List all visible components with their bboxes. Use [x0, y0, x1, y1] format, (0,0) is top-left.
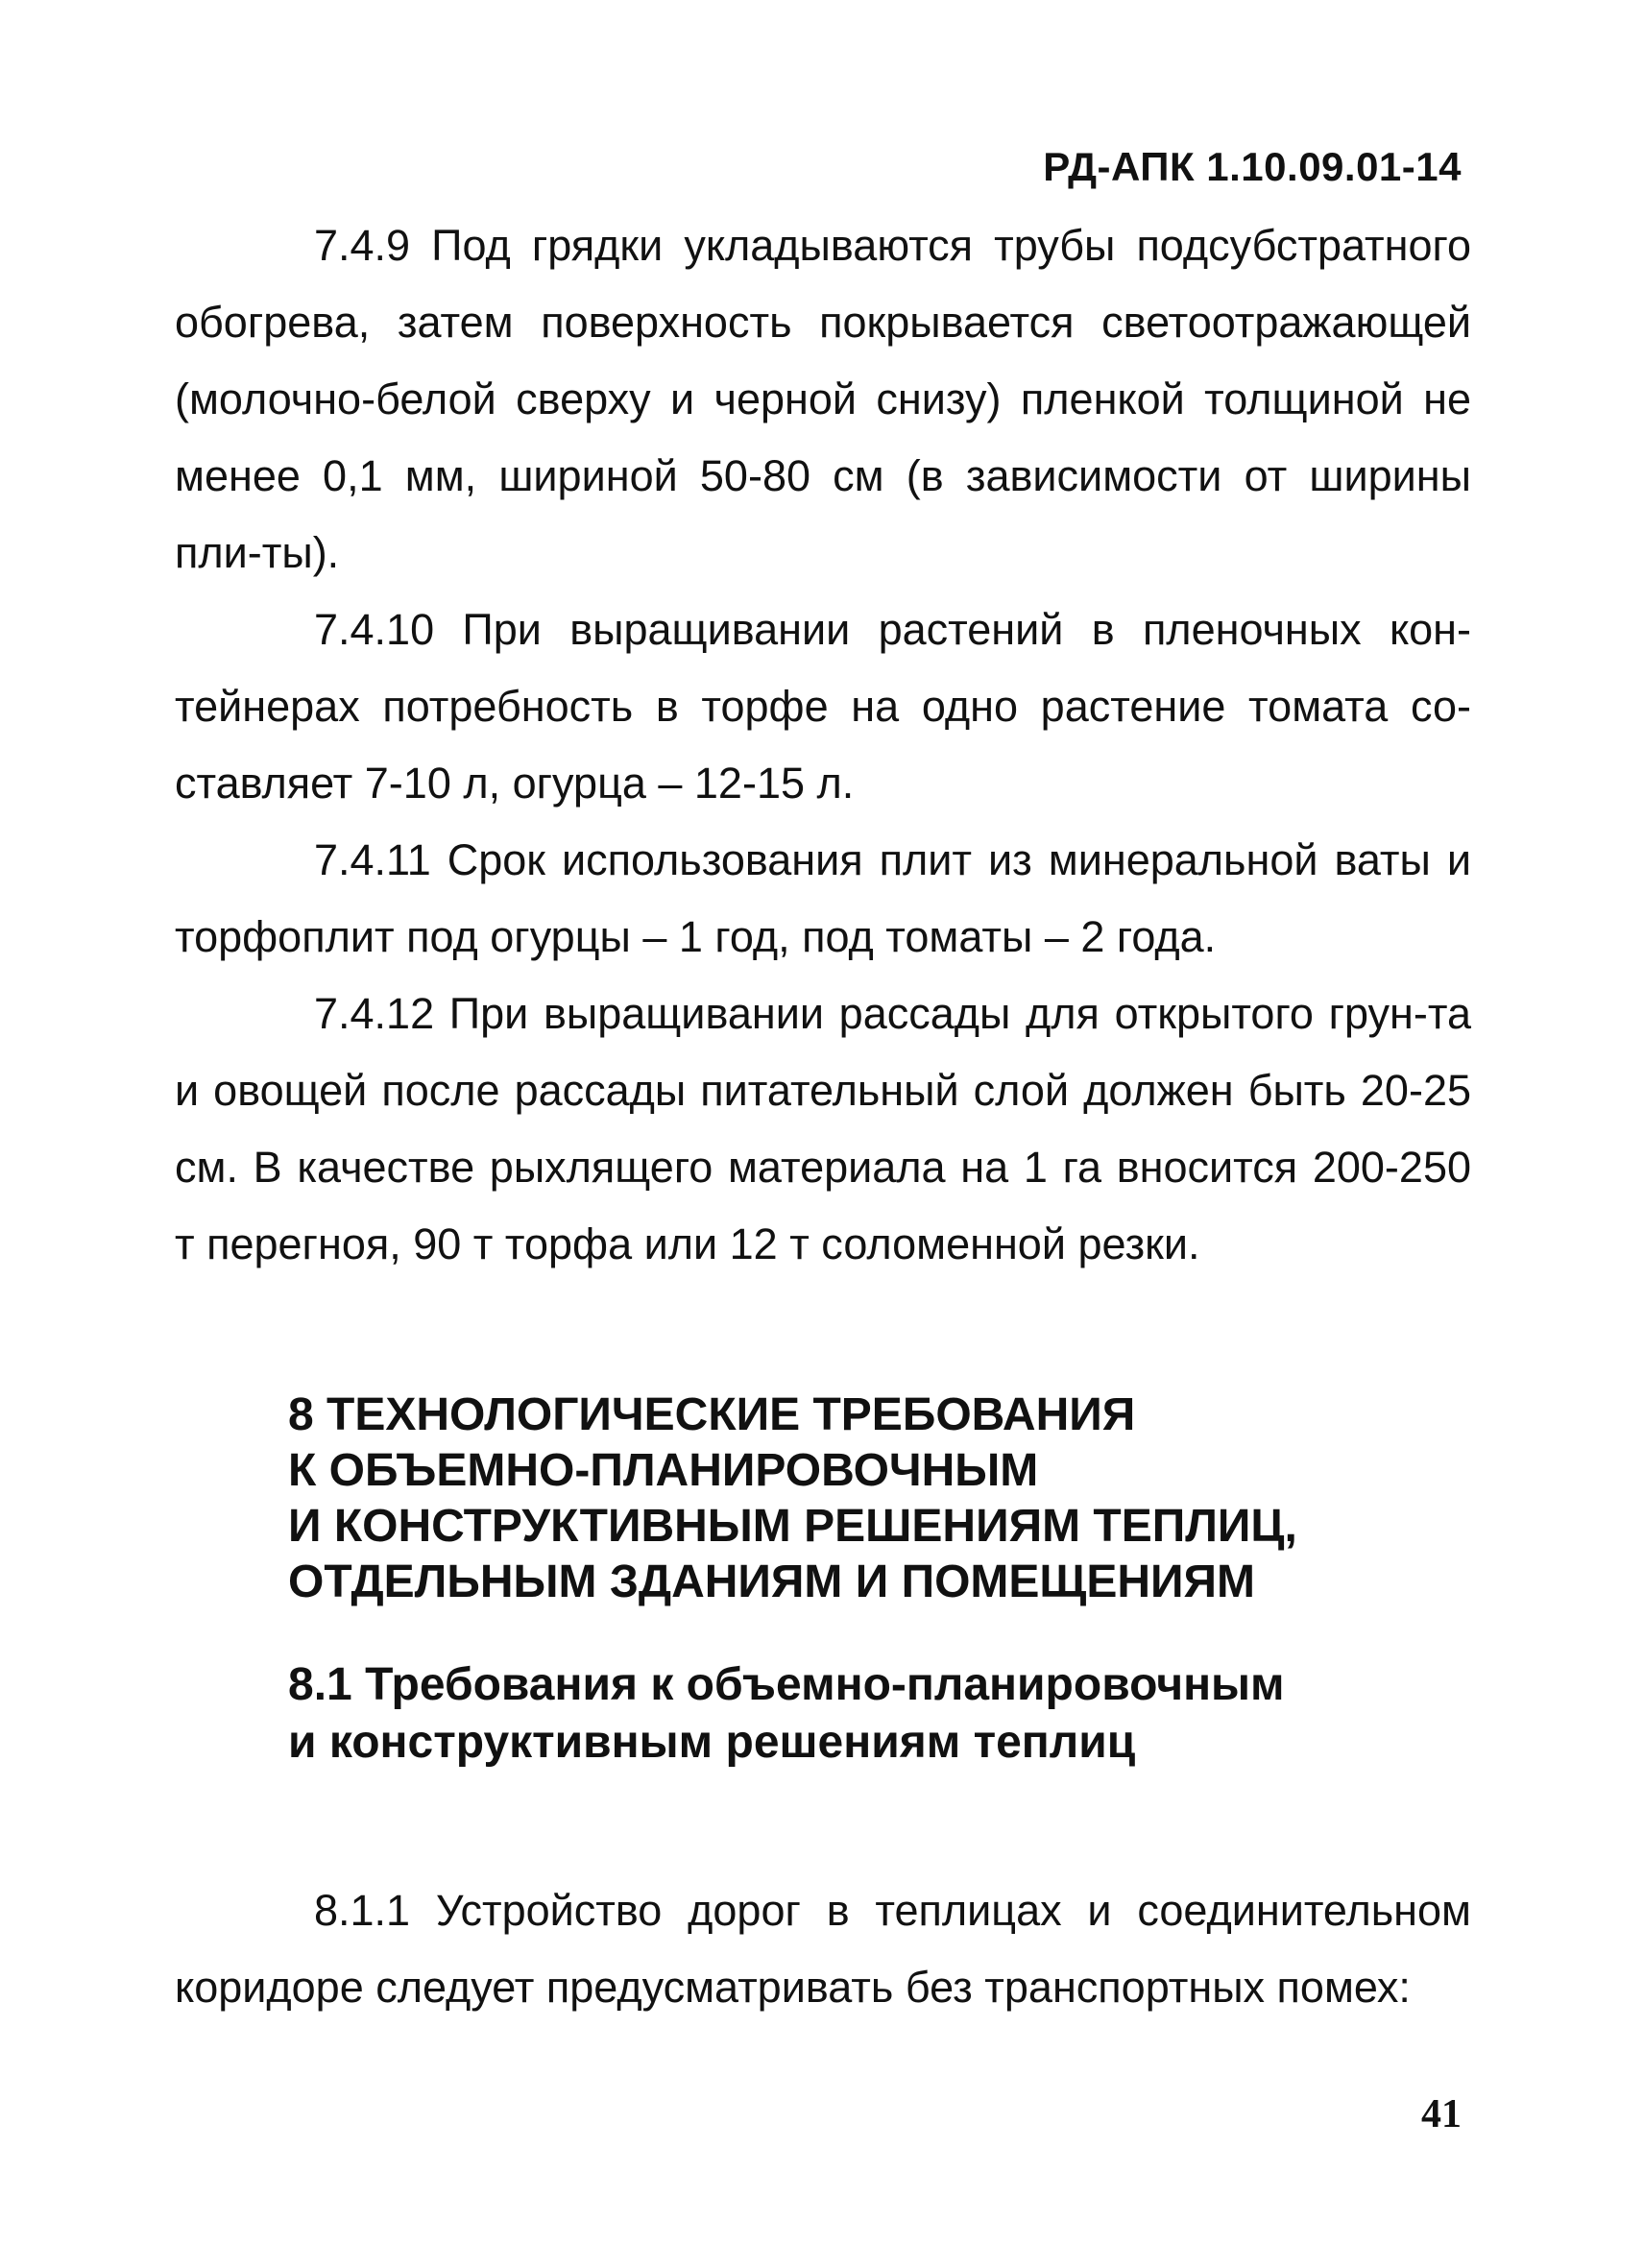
- section-heading-line: И КОНСТРУКТИВНЫМ РЕШЕНИЯМ ТЕПЛИЦ,: [288, 1501, 1297, 1552]
- section-heading: [288, 1387, 1488, 1610]
- paragraph-8-1-1: 8.1.1 Устройство дорог в теплицах и соединительном коридоре следует предусматривать без транспортных помех:: [175, 1886, 1471, 2012]
- paragraph-7-4-11: 7.4.11 Срок использования плит из минеральной ваты и торфоплит под огурцы – 1 год, под томаты – 2 года.: [175, 835, 1471, 961]
- subsection-heading-line: и конструктивным решениям теплиц: [288, 1717, 1136, 1768]
- document-code: РД-АПК 1.10.09.01-14: [1043, 144, 1462, 189]
- section-heading-line: К ОБЪЕМНО-ПЛАНИРОВОЧНЫМ: [288, 1445, 1039, 1496]
- text-block-bottom: [175, 1872, 1471, 2026]
- paragraph-7-4-9: 7.4.9 Под грядки укладываются трубы подсубстратного обогрева, затем поверхность покрывается светоотражающей (молочно-белой сверху и черной снизу) пленкой толщиной не менее 0,1 мм, шириной 50-80 см (в зависимости от ширины пли-ты).: [175, 221, 1471, 577]
- paragraph-7-4-12: 7.4.12 При выращивании рассады для открытого грун-та и овощей после рассады питательный слой должен быть 20-25 см. В качестве рыхлящего материала на 1 га вносится 200-250 т перегноя, 90 т торфа или 12 т соломенной резки.: [175, 989, 1471, 1268]
- text-block-top: [175, 207, 1471, 1283]
- subsection-heading: [288, 1656, 1488, 1772]
- section-heading-line: ОТДЕЛЬНЫМ ЗДАНИЯМ И ПОМЕЩЕНИЯМ: [288, 1556, 1255, 1607]
- section-heading-line: 8 ТЕХНОЛОГИЧЕСКИЕ ТРЕБОВАНИЯ: [288, 1389, 1136, 1440]
- page-number: 41: [1421, 2092, 1462, 2136]
- subsection-heading-line: 8.1 Требования к объемно-планировочным: [288, 1659, 1285, 1710]
- paragraph-7-4-10: 7.4.10 При выращивании растений в пленочных кон-тейнерах потребность в торфе на одно растение томата со-ставляет 7-10 л, огурца – 12-15 л.: [175, 605, 1471, 808]
